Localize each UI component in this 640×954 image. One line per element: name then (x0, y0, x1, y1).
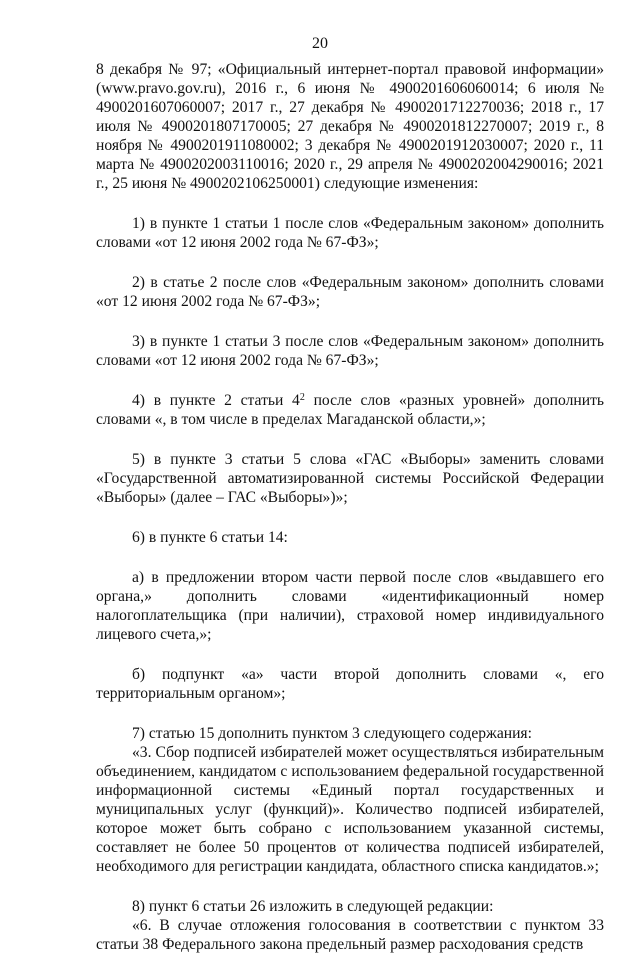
item-8: 8) пункт 6 статьи 26 изложить в следующей редакции: (132, 898, 494, 915)
item-5: 5) в пункте 3 статьи 5 слова «ГАС «Выборы» заменить словами «Государственной автоматизированной системы Российской Федерации «Выборы» (далее – ГАС «Выборы»)»; (96, 451, 604, 506)
item-7-quote: «3. Сбор подписей избирателей может осуществляться избирательным объединением, кандидатом с использованием федеральной государственной информационной системы «Единый портал государственных и муниципальных услуг (функций)». Количество подписей избирателей, которое может быть собрано с использованием указанной системы, составляет не более 50 процентов от количества подписей избирателей, необходимого для регистрации кандидата, областного списка кандидатов.»; (96, 744, 604, 875)
item-7: 7) статью 15 дополнить пунктом 3 следующего содержания: (132, 725, 532, 742)
item-4-text-start: 4) в пункте 2 статьи 4 (132, 392, 300, 409)
page-number: 20 (312, 35, 328, 52)
item-2: 2) в статье 2 после слов «Федеральным законом» дополнить словами «от 12 июня 2002 года № 67-ФЗ»; (96, 274, 604, 310)
item-8-quote: «6. В случае отложения голосования в соответствии с пунктом 33 статьи 38 Федерального закона предельный размер расходования средств (96, 917, 604, 953)
item-4-superscript: 2 (299, 392, 305, 403)
item-4-text-end: после слов «разных уровней» дополнить словами «, в том числе в пределах Магаданской области,»; (96, 392, 604, 428)
item-6: 6) в пункте 6 статьи 14: (132, 529, 288, 546)
item-1: 1) в пункте 1 статьи 1 после слов «Федеральным законом» дополнить словами «от 12 июня 2002 года № 67-ФЗ»; (96, 215, 604, 251)
intro-paragraph: 8 декабря № 97; «Официальный интернет-портал правовой информации» (www.pravo.gov.ru), 2016 г., 6 июня № 4900201606060014; 6 июля № 4900201607060007; 2017 г., 27 декабря № 4900201712270036; 2018 г., 17 июля № 4900201807170005; 27 декабря № 4900201812270007; 2019 г., 8 ноября № 4900201911080002; 3 декабря № 4900201912030007; 2020 г., 11 марта № 4900202003110016; 2020 г., 29 апреля № 4900202004290016; 2021 г., 25 июня № 4900202106250001) следующие изменения: (96, 61, 604, 192)
item-6-subitem-a: а) в предложении втором части первой после слов «выдавшего его органа,» дополнить словами «идентификационный номер налогоплательщика (при наличии), страховой номер индивидуального лицевого счета,»; (96, 569, 604, 643)
document-body (96, 60, 604, 954)
item-3: 3) в пункте 1 статьи 3 после слов «Федеральным законом» дополнить словами «от 12 июня 2002 года № 67-ФЗ»; (96, 333, 604, 369)
item-6-subitem-b: б) подпункт «а» части второй дополнить словами «, его территориальным органом»; (96, 666, 604, 702)
item-4 (96, 391, 604, 429)
